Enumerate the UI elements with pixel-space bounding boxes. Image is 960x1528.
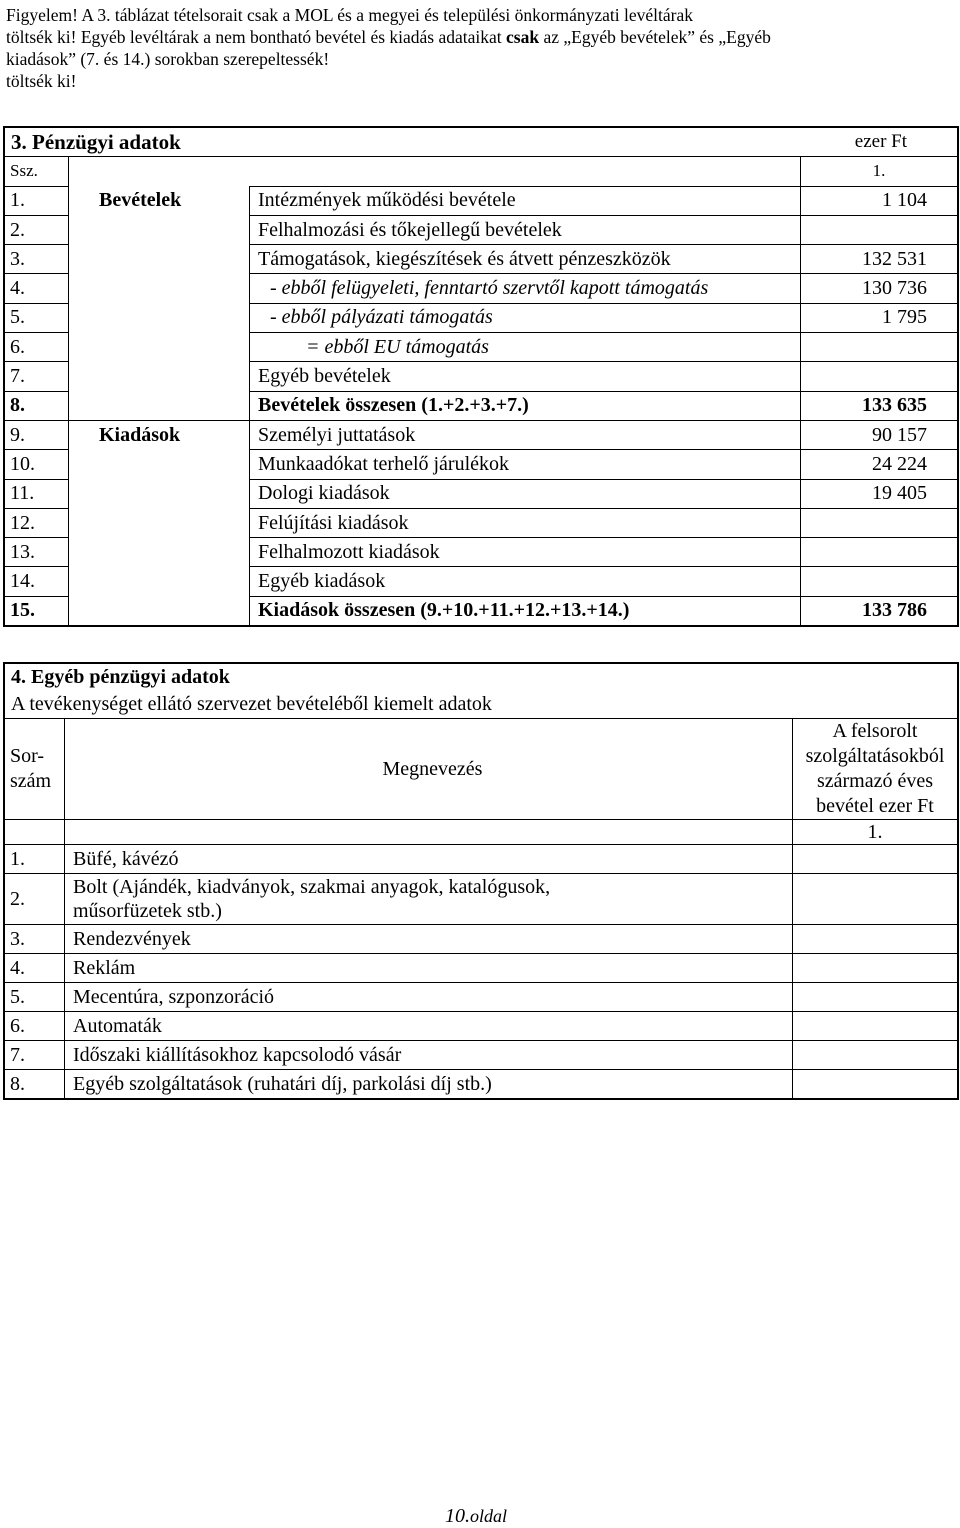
row-number: 3. — [4, 925, 65, 954]
row-value: 1 795 — [801, 303, 959, 332]
table-row — [4, 333, 958, 362]
table-row — [4, 391, 958, 420]
row-label: = ebből EU támogatás — [250, 333, 801, 362]
table-row — [4, 420, 958, 449]
row-number: 9. — [4, 420, 69, 449]
table-row — [4, 1070, 958, 1100]
group-label-kiadasok: Kiadások — [69, 420, 250, 449]
note-line-2: töltsék ki! Egyéb levéltárak a nem bontható bevétel és kiadás adataikat csak az „Egyéb bevételek” és „Egyéb — [6, 27, 771, 47]
row-value: 90 157 — [801, 420, 959, 449]
row-value — [793, 925, 959, 954]
row-number: 14. — [4, 567, 69, 596]
table-row — [4, 186, 958, 215]
row-value — [801, 567, 959, 596]
row-label: Büfé, kávézó — [65, 845, 793, 874]
row-number: 6. — [4, 1012, 65, 1041]
row-label: - ebből pályázati támogatás — [250, 303, 801, 332]
row-number: 1. — [4, 845, 65, 874]
row-number: 3. — [4, 245, 69, 274]
row-value — [801, 362, 959, 391]
other-financial-data-table — [3, 662, 959, 1100]
note-line-1: Figyelem! A 3. táblázat tételsorait csak a MOL és a megyei és települési önkormányzati levéltárak — [6, 5, 693, 25]
row-number: 6. — [4, 333, 69, 362]
table-row — [4, 1012, 958, 1041]
row-number: 8. — [4, 1070, 65, 1100]
instruction-note — [6, 4, 946, 92]
row-value — [793, 1041, 959, 1070]
table-row — [4, 567, 958, 596]
row-value: 132 531 — [801, 245, 959, 274]
row-label: Munkaadókat terhelő járulékok — [250, 450, 801, 479]
ssz-header: Ssz. — [4, 157, 69, 186]
row-number: 10. — [4, 450, 69, 479]
sorszam-header: Sor- szám — [4, 719, 65, 820]
row-value: 1 104 — [801, 186, 959, 215]
row-number: 1. — [4, 186, 69, 215]
row-label: Bevételek összesen (1.+2.+3.+7.) — [250, 391, 801, 420]
table-row — [4, 983, 958, 1012]
row-label: Egyéb kiadások — [250, 567, 801, 596]
megnevezes-header: Megnevezés — [65, 719, 793, 820]
row-number: 13. — [4, 538, 69, 567]
column-number-header: 1. — [793, 820, 959, 845]
note-line-3: kiadások” (7. és 14.) sorokban szerepeltessék! — [6, 49, 330, 69]
row-number: 11. — [4, 479, 69, 508]
row-value — [793, 983, 959, 1012]
row-value — [801, 508, 959, 537]
row-value: 133 786 — [801, 596, 959, 626]
annual-revenue-header: A felsorolt szolgáltatásokból származó éves bevétel ezer Ft — [793, 719, 959, 820]
table-row — [4, 362, 958, 391]
row-number: 2. — [4, 215, 69, 244]
row-label: - ebből felügyeleti, fenntartó szervtől kapott támogatás — [250, 274, 801, 303]
table-row — [4, 596, 958, 626]
row-label: Felújítási kiadások — [250, 508, 801, 537]
row-number: 4. — [4, 274, 69, 303]
row-value — [801, 215, 959, 244]
row-value — [793, 954, 959, 983]
row-label: Rendezvények — [65, 925, 793, 954]
row-number: 7. — [4, 362, 69, 391]
row-label: Személyi juttatások — [250, 420, 801, 449]
row-label: Egyéb szolgáltatások (ruhatári díj, parkolási díj stb.) — [65, 1070, 793, 1100]
row-label: Automaták — [65, 1012, 793, 1041]
table-row — [4, 925, 958, 954]
row-value — [801, 333, 959, 362]
row-label: Felhalmozási és tőkejellegű bevételek — [250, 215, 801, 244]
row-value — [793, 845, 959, 874]
row-number: 8. — [4, 391, 69, 420]
financial-data-table — [3, 126, 959, 627]
row-value: 133 635 — [801, 391, 959, 420]
row-number: 2. — [4, 874, 65, 925]
row-number: 4. — [4, 954, 65, 983]
row-label: Támogatások, kiegészítések és átvett pénzeszközök — [250, 245, 801, 274]
table-row — [4, 954, 958, 983]
row-label: Dologi kiadások — [250, 479, 801, 508]
table-row — [4, 274, 958, 303]
row-value — [793, 874, 959, 925]
row-number: 5. — [4, 983, 65, 1012]
section-4-subtitle: A tevékenységet ellátó szervezet bevételéből kiemelt adatok — [4, 691, 958, 719]
row-number: 5. — [4, 303, 69, 332]
row-value: 24 224 — [801, 450, 959, 479]
row-number: 12. — [4, 508, 69, 537]
group-label-bevetelek: Bevételek — [69, 186, 250, 215]
row-label: Felhalmozott kiadások — [250, 538, 801, 567]
table-row — [4, 215, 958, 244]
row-label: Reklám — [65, 954, 793, 983]
row-label: Időszaki kiállításokhoz kapcsolodó vásár — [65, 1041, 793, 1070]
table-row — [4, 508, 958, 537]
unit-label: ezer Ft — [854, 131, 907, 153]
row-label: Egyéb bevételek — [250, 362, 801, 391]
row-number: 15. — [4, 596, 69, 626]
row-value: 130 736 — [801, 274, 959, 303]
section-4-title: 4. Egyéb pénzügyi adatok — [11, 666, 230, 688]
table-row — [4, 303, 958, 332]
column-number-header: 1. — [801, 157, 959, 186]
row-label: Kiadások összesen (9.+10.+11.+12.+13.+14.) — [250, 596, 801, 626]
table-row — [4, 1041, 958, 1070]
note-line-4: töltsék ki! — [6, 71, 77, 91]
row-label: Intézmények működési bevétele — [250, 186, 801, 215]
row-value — [801, 538, 959, 567]
row-value: 19 405 — [801, 479, 959, 508]
table-row — [4, 874, 958, 925]
row-label: Bolt (Ajándék, kiadványok, szakmai anyagok, katalógusok, műsorfüzetek stb.) — [65, 874, 793, 925]
row-value — [793, 1012, 959, 1041]
row-label: Mecentúra, szponzoráció — [65, 983, 793, 1012]
row-number: 7. — [4, 1041, 65, 1070]
table-row — [4, 245, 958, 274]
table-row — [4, 479, 958, 508]
page-number: 10.oldal — [445, 1505, 508, 1527]
table-row — [4, 450, 958, 479]
row-value — [793, 1070, 959, 1100]
table-row — [4, 845, 958, 874]
table-row — [4, 538, 958, 567]
section-3-title: 3. Pénzügyi adatok — [11, 129, 181, 154]
